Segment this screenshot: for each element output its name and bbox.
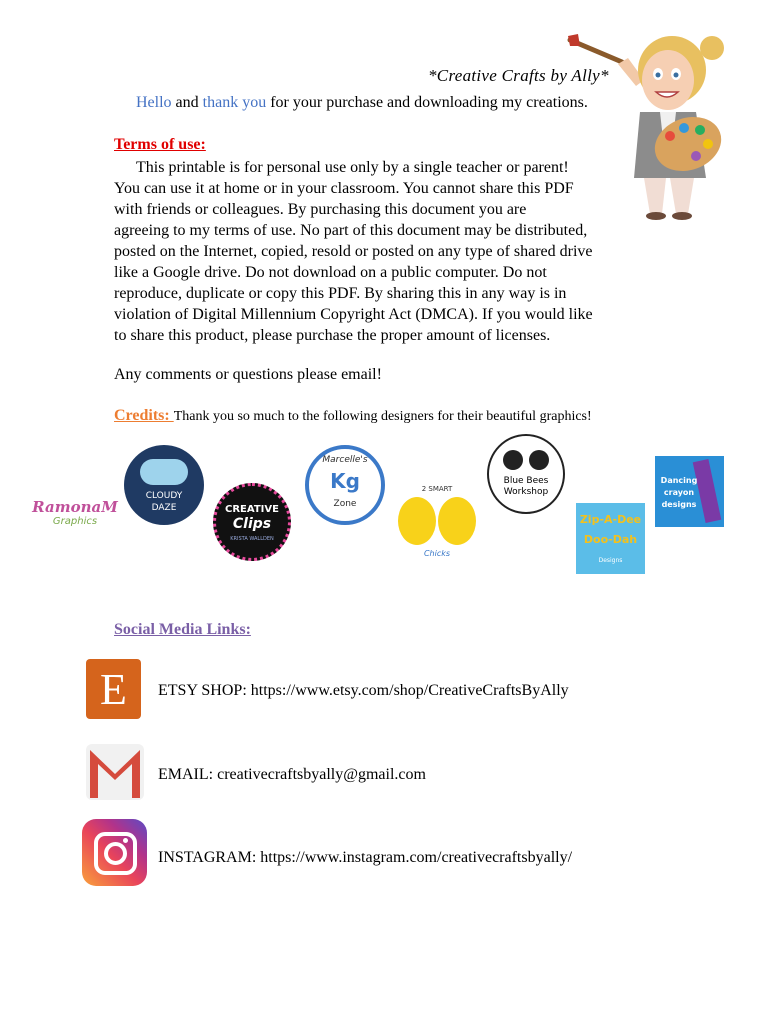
terms-line: agreeing to my terms of use. No part of this document may be distributed, xyxy=(114,222,588,239)
logo-zip-line2: Doo-Dah xyxy=(583,533,638,546)
terms-line: reproduce, duplicate or copy this PDF. By sharing this in any way is in xyxy=(114,285,567,302)
bee-icon xyxy=(503,450,523,470)
logo-zip-line1: Zip-A-Dee xyxy=(579,513,642,526)
etsy-icon[interactable] xyxy=(86,659,141,719)
logo-creative-clips xyxy=(213,483,291,561)
logo-ramonam-line2: Graphics xyxy=(52,516,98,527)
social-media-heading: Social Media Links: xyxy=(114,621,251,638)
terms-line: You can use it at home or in your classroom. You cannot share this PDF xyxy=(114,180,574,197)
terms-line: This printable is for personal use only by a single teacher or parent! xyxy=(136,159,569,176)
chick-icon xyxy=(398,497,436,545)
logo-marcelle-line2: Kg xyxy=(330,469,360,493)
credits-line xyxy=(114,407,592,425)
terms-body xyxy=(114,157,644,346)
logo-marcelles-kg-zone xyxy=(305,445,385,525)
logo-zip-line3: Designs xyxy=(598,557,623,564)
cloud-icon xyxy=(140,459,188,485)
logo-zip-a-dee-doo-dah xyxy=(576,503,645,574)
logo-ramonam-line1: RamonaM xyxy=(32,498,118,516)
instagram-icon[interactable] xyxy=(82,819,147,886)
intro-line xyxy=(136,94,588,112)
brand-signature: *Creative Crafts by Ally* xyxy=(428,66,609,85)
logo-ramonam-graphics xyxy=(30,498,120,542)
instagram-lens xyxy=(104,842,127,865)
credits-text: Thank you so much to the following designers for their beautiful graphics! xyxy=(173,409,592,424)
logo-cloudy-daze xyxy=(124,445,204,525)
email-note: Any comments or questions please email! xyxy=(114,366,382,383)
logo-bees-line1: Blue Bees xyxy=(503,476,549,486)
chick-icon xyxy=(438,497,476,545)
etsy-icon-glyph: E xyxy=(100,664,127,714)
gmail-icon[interactable] xyxy=(84,742,146,802)
logo-clips-line2: Clips xyxy=(232,516,272,532)
logo-dancing-line2: crayon xyxy=(663,488,695,497)
hello-text: Hello xyxy=(136,94,172,111)
instagram-flash xyxy=(123,838,128,843)
logo-clips-line3: KRISTA WALLDEN xyxy=(230,536,274,542)
logo-marcelle-line3: Zone xyxy=(333,499,357,509)
credits-label: Credits: xyxy=(114,407,174,424)
terms-line: to share this product, please purchase the proper amount of licenses. xyxy=(114,327,551,344)
and-text: and xyxy=(171,94,203,111)
email-link[interactable]: EMAIL: creativecraftsbyally@gmail.com xyxy=(158,766,426,783)
logo-cloudy-line2: DAZE xyxy=(151,503,177,513)
logo-dancing-line1: Dancing xyxy=(660,476,698,485)
logo-2-smart-chicks xyxy=(396,483,478,561)
logo-cloudy-line1: CLOUDY xyxy=(145,491,183,501)
intro-rest-text: for your purchase and downloading my creations. xyxy=(266,94,588,111)
bee-icon xyxy=(529,450,549,470)
terms-heading: Terms of use: xyxy=(114,136,206,153)
logo-dancing-crayon-designs xyxy=(655,456,724,527)
etsy-shop-link[interactable]: ETSY SHOP: https://www.etsy.com/shop/CreativeCraftsByAlly xyxy=(158,682,569,699)
instagram-link[interactable]: INSTAGRAM: https://www.instagram.com/creativecraftsbyally/ xyxy=(158,849,573,866)
logo-bees-line2: Workshop xyxy=(503,487,549,497)
terms-line: with friends or colleagues. By purchasing this document you are xyxy=(114,201,527,218)
logo-dancing-line3: designs xyxy=(661,500,697,509)
logo-chicks-line1: 2 SMART xyxy=(421,485,453,493)
terms-line: violation of Digital Millennium Copyright Act (DMCA). If you would like xyxy=(114,306,593,323)
terms-line: posted on the Internet, copied, resold or posted on any type of shared drive xyxy=(114,243,593,260)
thank-you-text: thank you xyxy=(202,94,267,111)
logo-blue-bees-workshop xyxy=(487,434,565,514)
logo-clips-line1: CREATIVE xyxy=(225,504,279,515)
logo-chicks-line2: Chicks xyxy=(423,549,451,558)
terms-line: like a Google drive. Do not download on a public computer. Do not xyxy=(114,264,547,281)
logo-marcelle-line1: Marcelle's xyxy=(322,455,368,465)
